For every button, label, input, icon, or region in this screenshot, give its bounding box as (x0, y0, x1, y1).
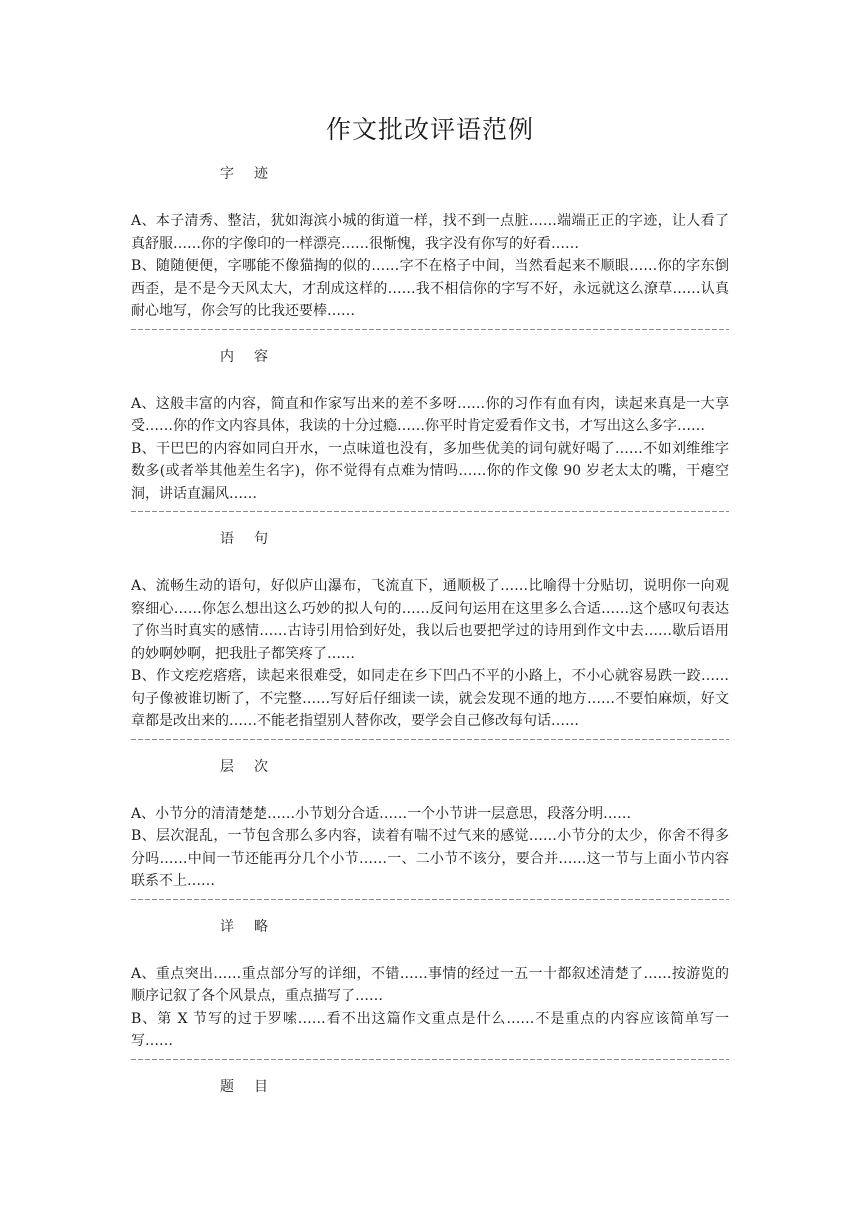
section-handwriting (131, 164, 729, 335)
section-heading: 题目 (220, 1078, 288, 1095)
comment-a: A、重点突出……重点部分写的详细，不错……事情的经过一五一十都叙述清楚了……按游览的顺序记叙了各个风景点，重点描写了…… (131, 965, 729, 1004)
dashed-divider (131, 734, 729, 745)
section-heading: 层次 (220, 758, 288, 775)
dashed-divider (131, 506, 729, 517)
section-content (131, 347, 729, 518)
section-heading: 内容 (220, 348, 288, 365)
document-content (131, 110, 729, 1097)
comment-a: A、这般丰富的内容，简直和作家写出来的差不多呀……你的习作有血有肉，读起来真是一大享受……你的作文内容具体，我读的十分过瘾……你平时肯定爱看作文书，才写出这么多字…… (131, 395, 729, 434)
comment-b: B、作文疙疙瘩瘩，读起来很难受，如同走在乡下凹凸不平的小路上，不小心就容易跌一跤……句子像被谁切断了，不完整……写好后仔细读一读，就会发现不通的地方……不要怕麻烦，好文章都是改出来的……不能老指望别人替你改，要学会自己修改每句话…… (131, 668, 729, 729)
comment-b: B、干巴巴的内容如同白开水，一点味道也没有，多加些优美的词句就好喝了……不如刘维维字数多(或者举其他差生名字)，你不觉得有点难为情吗……你的作文像 90 岁老太太的嘴，干瘪空洞，讲话直漏风…… (131, 440, 729, 502)
section-heading: 详略 (220, 918, 288, 935)
dashed-divider (131, 1054, 729, 1065)
dashed-divider (131, 894, 729, 905)
comment-a: A、流畅生动的语句，好似庐山瀑布，飞流直下，通顺极了……比喻得十分贴切，说明你一向观察细心……你怎么想出这么巧妙的拟人句的……反问句运用在这里多么合适……这个感叹句表达了你当时真实的感情……古诗引用恰到好处，我以后也要把学过的诗用到作文中去……歇后语用的妙啊妙啊，把我肚子都笑疼了…… (131, 578, 729, 662)
section-heading: 语句 (220, 531, 288, 547)
document-title: 作文批改评语范例 (325, 115, 534, 144)
comment-b: B、第 X 节写的过于罗嗦……看不出这篇作文重点是什么……不是重点的内容应该简单写一写…… (131, 1010, 729, 1049)
comment-a: A、小节分的清清楚楚……小节划分合适……一个小节讲一层意思，段落分明…… (131, 805, 632, 822)
dashed-divider (131, 324, 729, 335)
section-sentences (131, 529, 729, 745)
section-title-topic (131, 1077, 729, 1097)
section-detail (131, 917, 729, 1065)
section-heading: 字迹 (220, 166, 288, 182)
section-structure (131, 757, 729, 905)
comment-a: A、本子清秀、整洁，犹如海滨小城的街道一样，找不到一点脏……端端正正的字迹，让人看了真舒服……你的字像印的一样漂亮……很惭愧，我字没有你写的好看…… (131, 213, 729, 252)
comment-b: B、随随便便，字哪能不像猫掏的似的……字不在格子中间，当然看起来不顺眼……你的字东倒西歪，是不是今天风太大，才刮成这样的……我不相信你的字写不好，永远就这么潦草……认真耐心地写，你会写的比我还要棒…… (131, 258, 729, 319)
comment-b: B、层次混乱，一节包含那么多内容，读着有喘不过气来的感觉……小节分的太少，你舍不得多分吗……中间一节还能再分几个小节……一、二小节不该分，要合并……这一节与上面小节内容联系不上…… (131, 828, 729, 889)
